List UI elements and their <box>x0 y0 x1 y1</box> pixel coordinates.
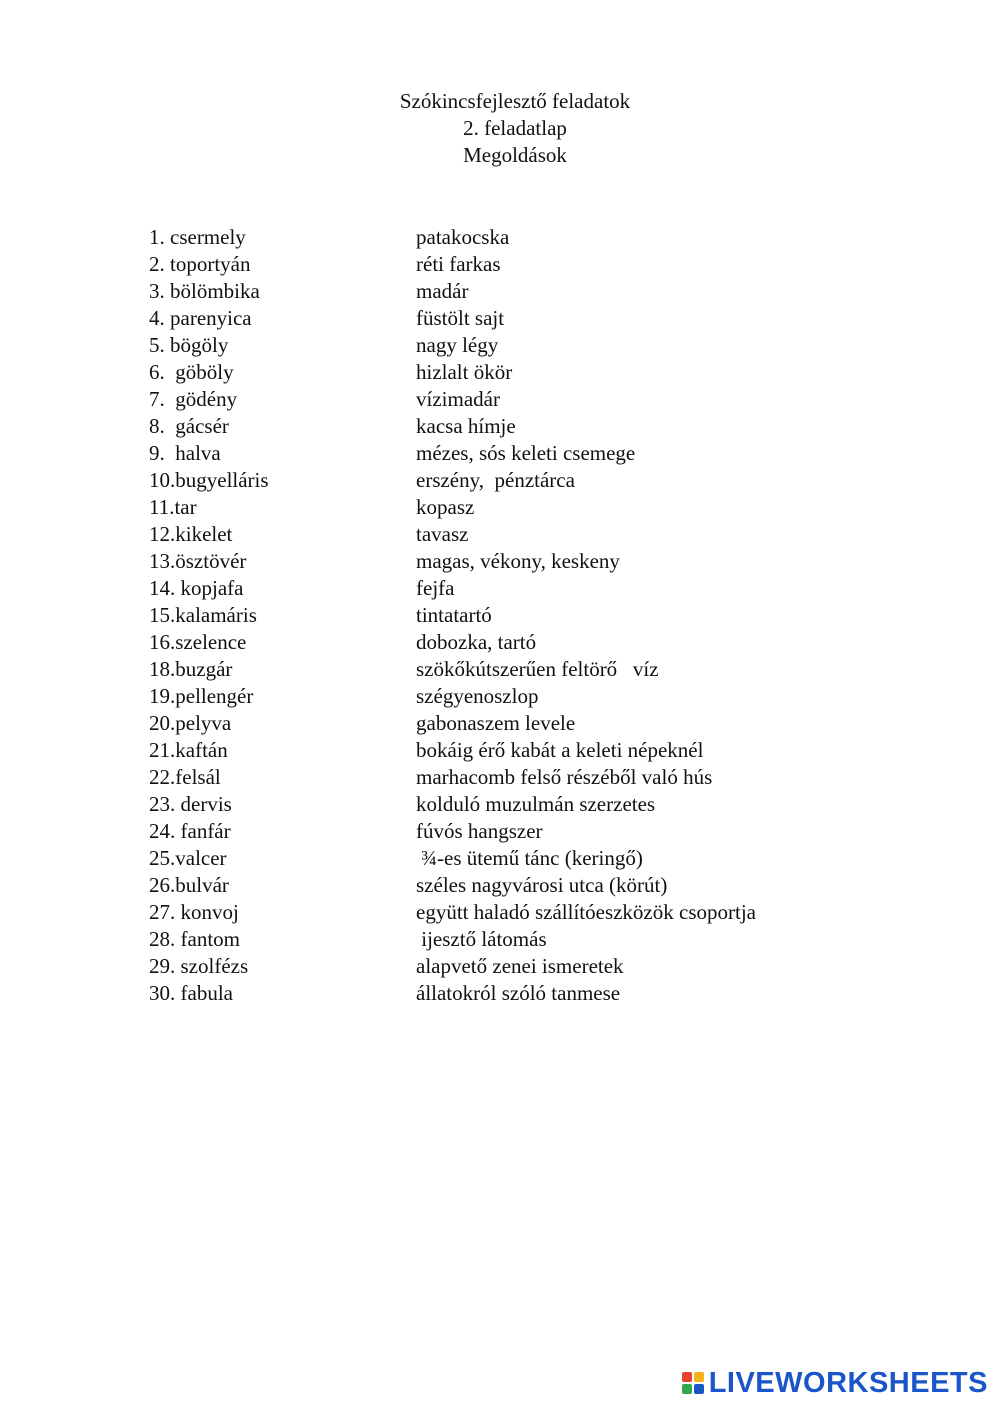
vocab-definition: dobozka, tartó <box>416 630 537 654</box>
vocab-term: 24. fanfár <box>149 819 231 843</box>
worksheet-subtitle: 2. feladatlap <box>463 116 567 140</box>
list-item <box>149 575 949 602</box>
vocab-term: 3. bölömbika <box>149 279 260 303</box>
vocab-term: 29. szolfézs <box>149 954 249 978</box>
vocab-term: 4. parenyica <box>149 306 252 330</box>
vocab-definition: füstölt sajt <box>416 306 505 330</box>
vocab-term: 10.bugyelláris <box>149 468 269 492</box>
vocab-definition: hizlalt ökör <box>416 360 513 384</box>
list-item <box>149 521 949 548</box>
list-item <box>149 548 949 575</box>
list-item <box>149 602 949 629</box>
liveworksheets-logo[interactable] <box>682 1366 988 1400</box>
vocab-definition: mézes, sós keleti csemege <box>416 441 636 465</box>
vocab-term: 25.valcer <box>149 846 227 870</box>
vocab-definition: állatokról szóló tanmese <box>416 981 621 1005</box>
vocab-definition: együtt haladó szállítóeszközök csoportja <box>416 900 756 924</box>
list-item <box>149 332 949 359</box>
list-item <box>149 764 949 791</box>
vocab-term: 1. csermely <box>149 225 246 249</box>
vocab-definition: gabonaszem levele <box>416 711 576 735</box>
vocab-term: 21.kaftán <box>149 738 228 762</box>
list-item <box>149 710 949 737</box>
logo-mark-square <box>694 1384 704 1394</box>
vocab-definition: erszény, pénztárca <box>416 468 575 492</box>
vocab-term: 7. gödény <box>149 387 238 411</box>
vocab-term: 23. dervis <box>149 792 232 816</box>
vocab-definition: nagy légy <box>416 333 499 357</box>
list-item <box>149 872 949 899</box>
vocab-definition: kopasz <box>416 495 475 519</box>
list-item <box>149 467 949 494</box>
list-item <box>149 980 949 1007</box>
vocab-definition: ¾-es ütemű tánc (keringő) <box>416 846 643 870</box>
logo-mark-square <box>694 1372 704 1382</box>
vocab-definition: vízimadár <box>416 387 500 411</box>
vocab-term: 15.kalamáris <box>149 603 257 627</box>
worksheet-header <box>0 88 1000 169</box>
vocab-definition: kacsa hímje <box>416 414 516 438</box>
vocab-definition: magas, vékony, keskeny <box>416 549 620 573</box>
vocab-term: 12.kikelet <box>149 522 233 546</box>
list-item <box>149 926 949 953</box>
vocab-definition: tavasz <box>416 522 469 546</box>
list-item <box>149 386 949 413</box>
vocab-term: 20.pelyva <box>149 711 232 735</box>
vocab-term: 6. göböly <box>149 360 234 384</box>
vocab-definition: bokáig érő kabát a keleti népeknél <box>416 738 704 762</box>
vocab-term: 8. gácsér <box>149 414 229 438</box>
vocab-term: 2. toportyán <box>149 252 251 276</box>
list-item <box>149 278 949 305</box>
vocabulary-list <box>149 224 949 1007</box>
logo-mark-icon <box>682 1372 704 1394</box>
vocab-term: 5. bögöly <box>149 333 229 357</box>
vocab-term: 9. halva <box>149 441 221 465</box>
vocab-term: 26.bulvár <box>149 873 229 897</box>
vocab-definition: alapvető zenei ismeretek <box>416 954 624 978</box>
list-item <box>149 251 949 278</box>
list-item <box>149 899 949 926</box>
vocab-term: 22.felsál <box>149 765 221 789</box>
vocab-definition: marhacomb felső részéből való hús <box>416 765 713 789</box>
list-item <box>149 629 949 656</box>
vocab-term: 30. fabula <box>149 981 233 1005</box>
vocab-term: 13.ösztövér <box>149 549 247 573</box>
list-item <box>149 359 949 386</box>
worksheet-section-title: Megoldások <box>463 143 567 167</box>
vocab-term: 27. konvoj <box>149 900 239 924</box>
vocab-term: 16.szelence <box>149 630 247 654</box>
list-item <box>149 440 949 467</box>
vocab-definition: szégyenoszlop <box>416 684 539 708</box>
vocab-definition: fúvós hangszer <box>416 819 543 843</box>
list-item <box>149 737 949 764</box>
list-item <box>149 683 949 710</box>
list-item <box>149 305 949 332</box>
logo-mark-square <box>682 1372 692 1382</box>
vocab-term: 11.tar <box>149 495 197 519</box>
vocab-definition: szökőkútszerűen feltörő víz <box>416 657 659 681</box>
vocab-definition: széles nagyvárosi utca (körút) <box>416 873 668 897</box>
vocab-term: 28. fantom <box>149 927 240 951</box>
logo-text: LIVEWORKSHEETS <box>708 1366 988 1399</box>
list-item <box>149 656 949 683</box>
vocab-term: 14. kopjafa <box>149 576 244 600</box>
logo-mark-square <box>682 1384 692 1394</box>
worksheet-title: Szókincsfejlesztő feladatok <box>399 89 631 113</box>
list-item <box>149 224 949 251</box>
vocab-definition: patakocska <box>416 225 510 249</box>
list-item <box>149 494 949 521</box>
vocab-definition: ijesztő látomás <box>416 927 547 951</box>
vocab-definition: tintatartó <box>416 603 492 627</box>
vocab-term: 18.buzgár <box>149 657 233 681</box>
vocab-definition: kolduló muzulmán szerzetes <box>416 792 656 816</box>
list-item <box>149 413 949 440</box>
vocab-definition: madár <box>416 279 469 303</box>
vocab-definition: fejfa <box>416 576 455 600</box>
list-item <box>149 953 949 980</box>
list-item <box>149 791 949 818</box>
list-item <box>149 818 949 845</box>
vocab-definition: réti farkas <box>416 252 501 276</box>
list-item <box>149 845 949 872</box>
vocab-term: 19.pellengér <box>149 684 254 708</box>
